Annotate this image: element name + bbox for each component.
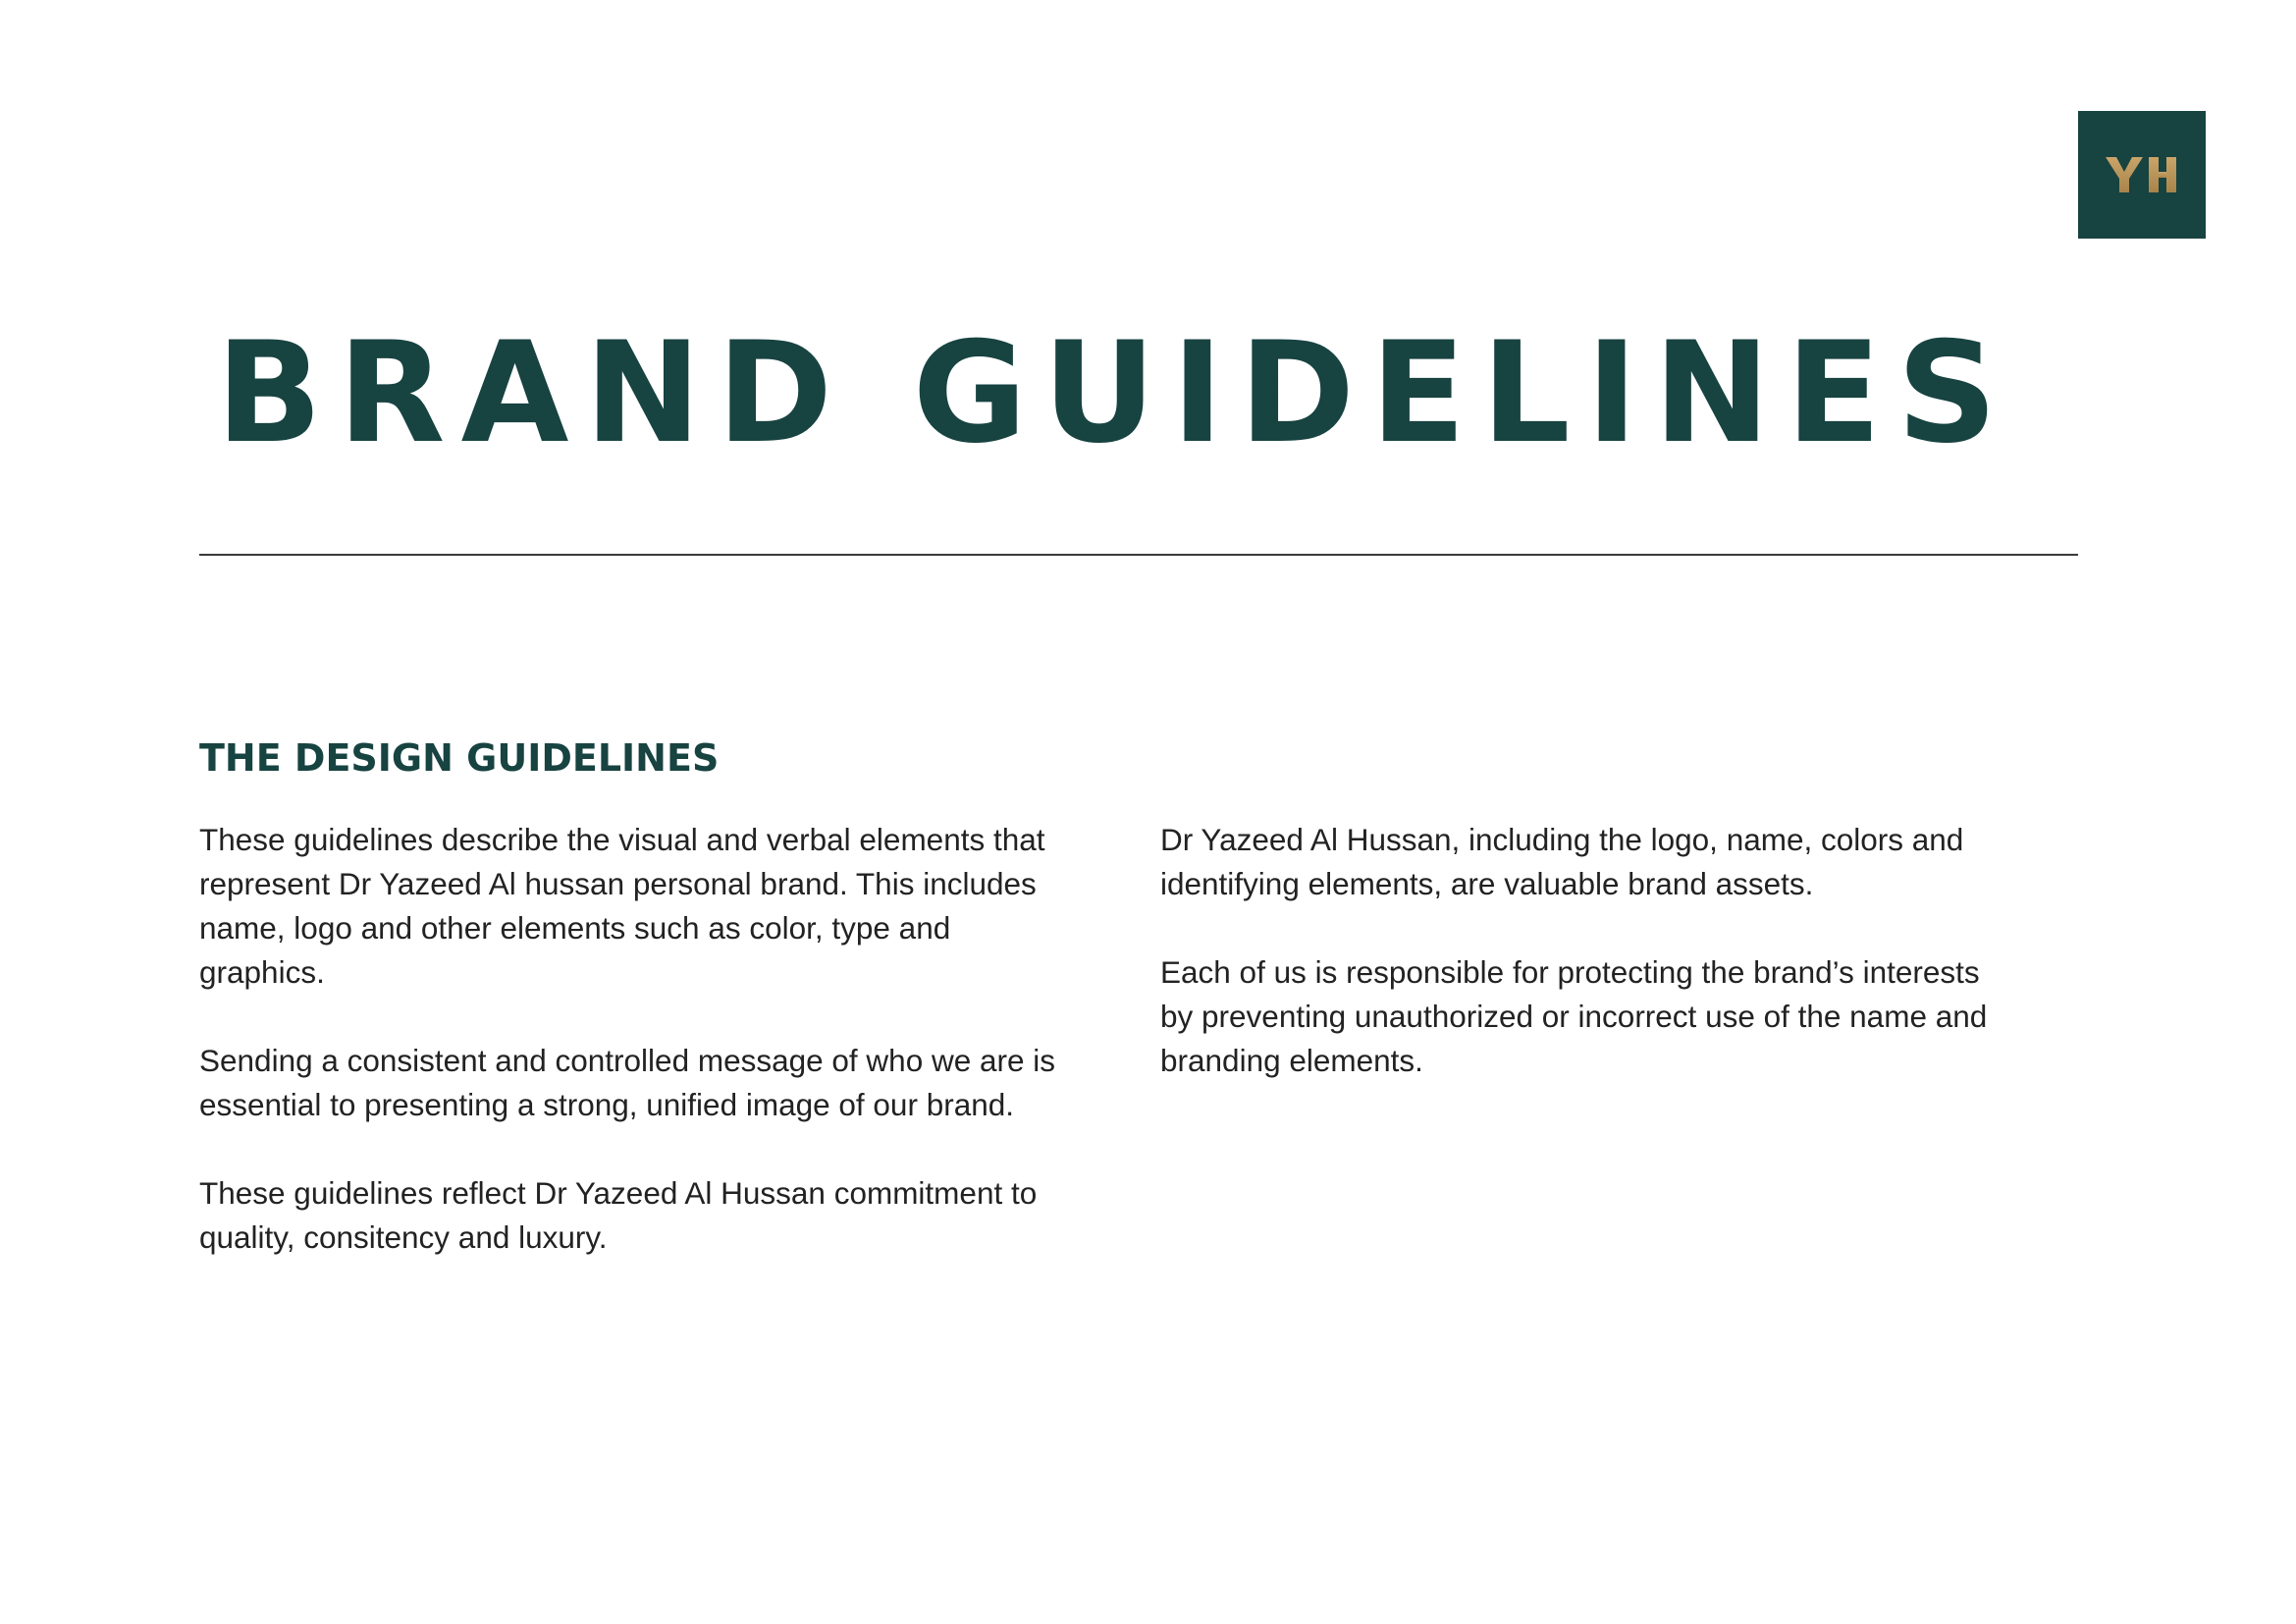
brand-monogram-icon — [2106, 157, 2178, 192]
text-line: quality, consitency and luxury. — [199, 1219, 608, 1255]
text-line: graphics. — [199, 954, 325, 990]
text-line: represent Dr Yazeed Al hussan personal brand. This includes — [199, 866, 1037, 901]
left-text-column — [199, 818, 1112, 1304]
text-line: identifying elements, are valuable brand assets. — [1160, 866, 1814, 901]
text-line: Sending a consistent and controlled message of who we are is — [199, 1043, 1056, 1078]
text-line: Each of us is responsible for protecting the brand’s interests — [1160, 954, 1980, 990]
text-line: branding elements. — [1160, 1043, 1423, 1078]
paragraph — [199, 818, 1112, 995]
text-line: by preventing unauthorized or incorrect use of the name and — [1160, 999, 1988, 1034]
text-line: These guidelines reflect Dr Yazeed Al Hussan commitment to — [199, 1175, 1038, 1211]
paragraph — [1160, 818, 2073, 906]
paragraph — [1160, 950, 2073, 1083]
page-title: BRAND GUIDELINES — [216, 312, 2013, 474]
text-line: name, logo and other elements such as color, type and — [199, 910, 951, 946]
paragraph — [199, 1039, 1112, 1127]
brand-logo — [2078, 111, 2206, 239]
title-divider — [199, 554, 2078, 556]
text-line: These guidelines describe the visual and verbal elements that — [199, 822, 1045, 857]
paragraph — [199, 1171, 1112, 1260]
section-heading: THE DESIGN GUIDELINES — [199, 736, 720, 780]
right-text-column — [1160, 818, 2073, 1127]
text-line: essential to presenting a strong, unified image of our brand. — [199, 1087, 1015, 1122]
text-line: Dr Yazeed Al Hussan, including the logo, name, colors and — [1160, 822, 1964, 857]
